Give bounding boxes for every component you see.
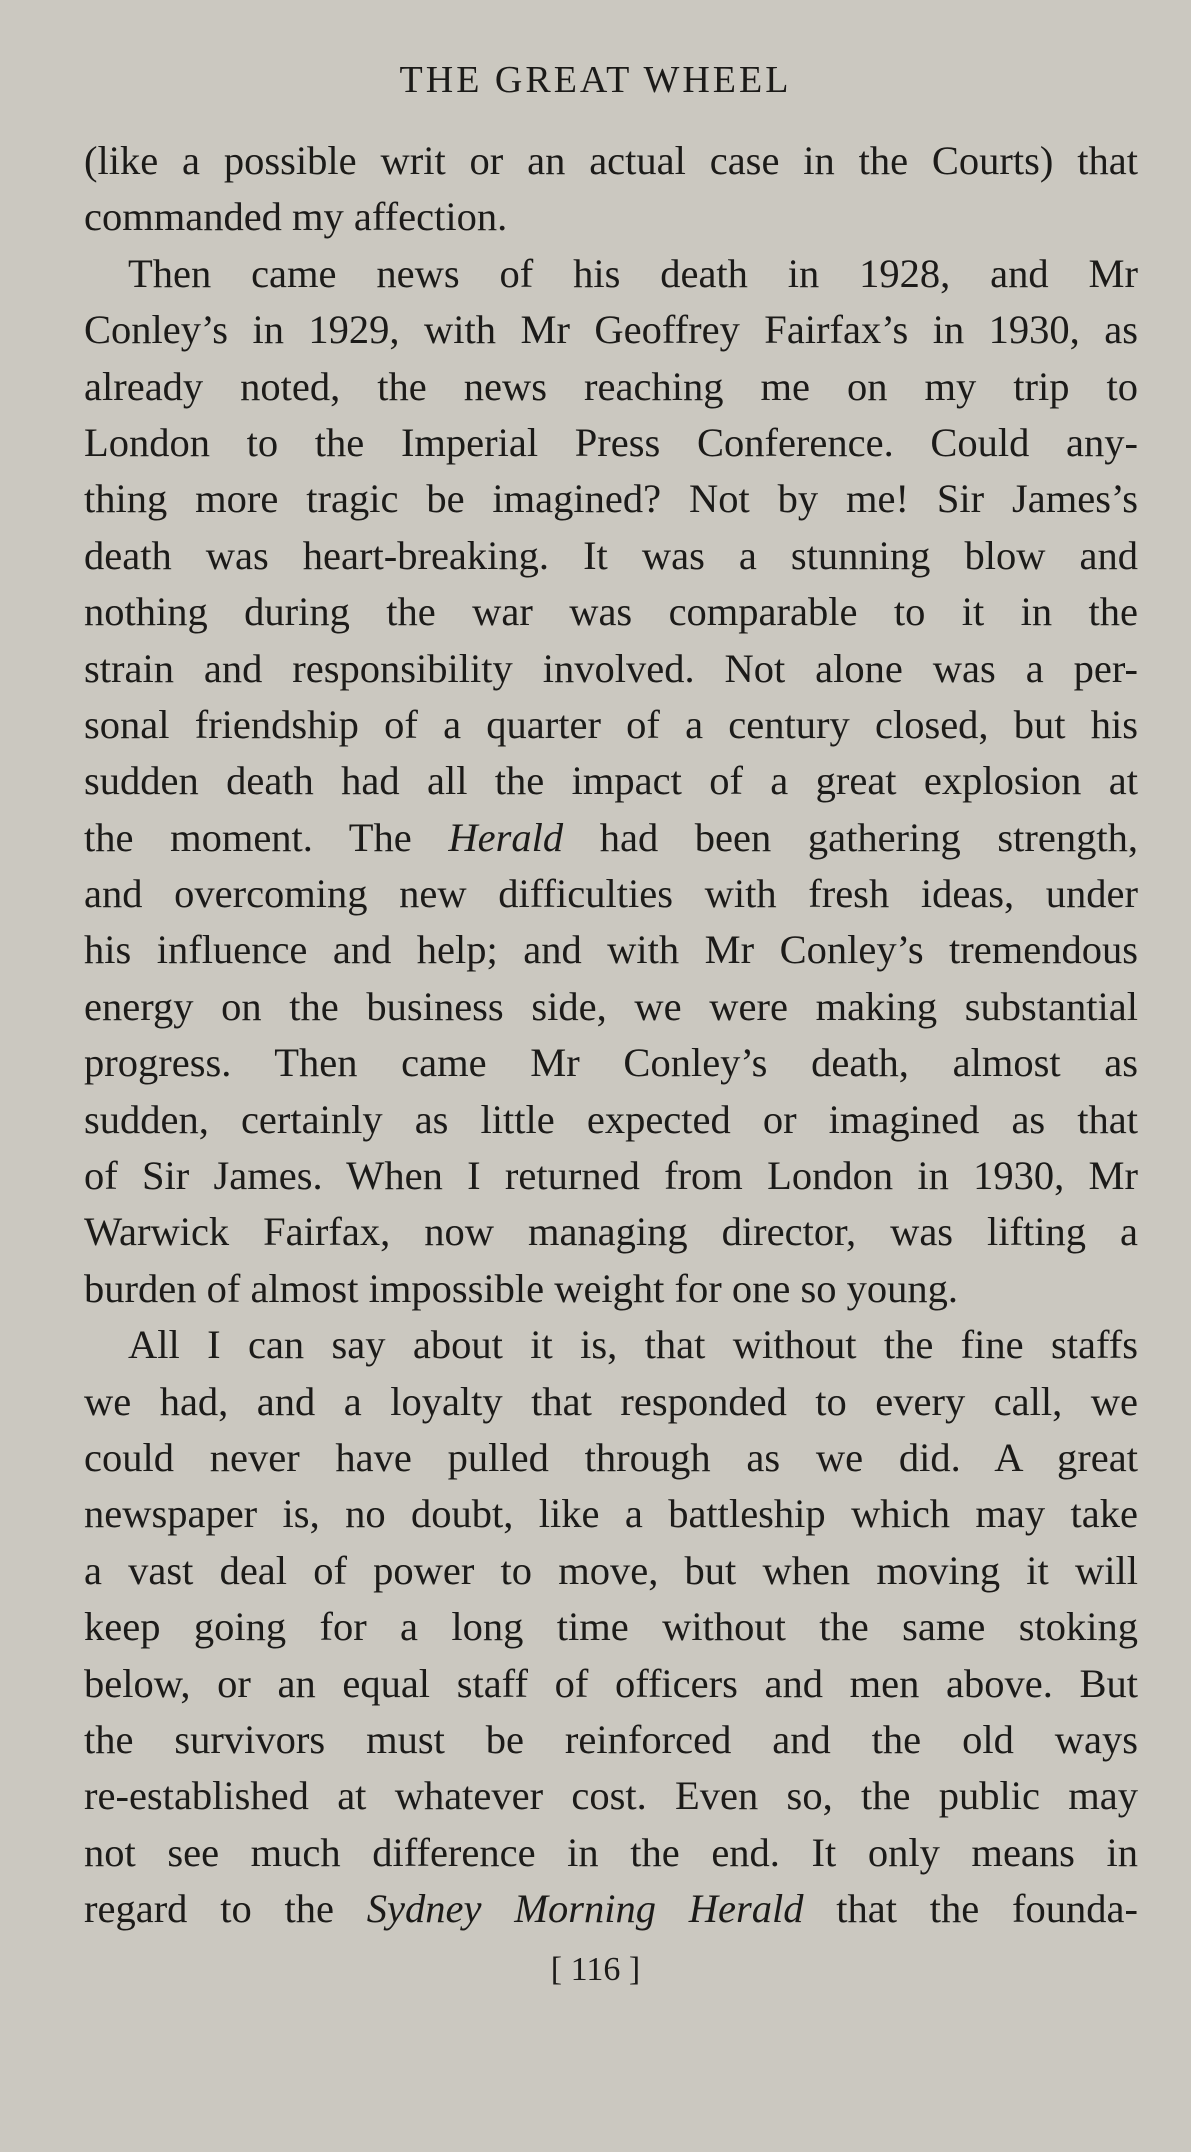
text-line: below, or an equal staff of officers and men above. But [84,1660,1138,1706]
text-line: thing more tragic be imagined? Not by me! Sir James’s [84,476,1138,522]
text-line: sudden, certainly as little expected or imagined as that [84,1096,1138,1142]
text-line: not see much difference in the end. It only means in [84,1829,1138,1875]
text-line: of Sir James. When I returned from London in 1930, Mr [84,1153,1138,1199]
text-line: Then came news of his death in 1928, and Mr [128,250,1138,296]
text-line: Warwick Fairfax, now managing director, was lifting a [84,1209,1138,1255]
text-line: nothing during the war was comparable to it in the [84,589,1138,635]
text-line: a vast deal of power to move, but when moving it will [84,1547,1138,1593]
running-head: THE GREAT WHEEL [399,59,792,101]
text-line: death was heart-breaking. It was a stunning blow and [84,532,1138,578]
text-line: energy on the business side, we were making substantial [84,983,1138,1029]
text-line: we had, and a loyalty that responded to every call, we [84,1378,1138,1424]
text-line: the survivors must be reinforced and the old ways [84,1716,1138,1762]
text-line: regard to the Sydney Morning Herald that the founda- [84,1886,1138,1932]
text-line: the moment. The Herald had been gathering strength, [84,814,1138,860]
text-line: keep going for a long time without the same stoking [84,1604,1138,1650]
text-line: his influence and help; and with Mr Conley’s tremendous [84,927,1138,973]
body-text [84,133,1138,1938]
text-line: and overcoming new difficulties with fresh ideas, under [84,871,1138,917]
text-line: commanded my affection. [84,194,508,240]
page-number: [ 116 ] [550,1951,641,1988]
text-line: (like a possible writ or an actual case in the Courts) that [84,138,1138,183]
text-line: sonal friendship of a quarter of a century closed, but his [84,701,1138,747]
text-line: already noted, the news reaching me on my trip to [84,363,1138,409]
text-line: burden of almost impossible weight for one so young. [84,1265,959,1311]
text-line: newspaper is, no doubt, like a battleship which may take [84,1491,1138,1537]
text-line: Conley’s in 1929, with Mr Geoffrey Fairfax’s in 1930, as [84,307,1138,353]
text-line: sudden death had all the impact of a great explosion at [84,758,1138,804]
text-line: re-established at whatever cost. Even so, the public may [84,1773,1138,1819]
text-line: could never have pulled through as we did. A great [84,1434,1138,1480]
text-line: strain and responsibility involved. Not alone was a per- [84,645,1138,691]
text-line: All I can say about it is, that without the fine staffs [128,1322,1138,1368]
text-line: progress. Then came Mr Conley’s death, almost as [84,1040,1138,1086]
text-line: London to the Imperial Press Conference. Could any- [84,419,1138,465]
